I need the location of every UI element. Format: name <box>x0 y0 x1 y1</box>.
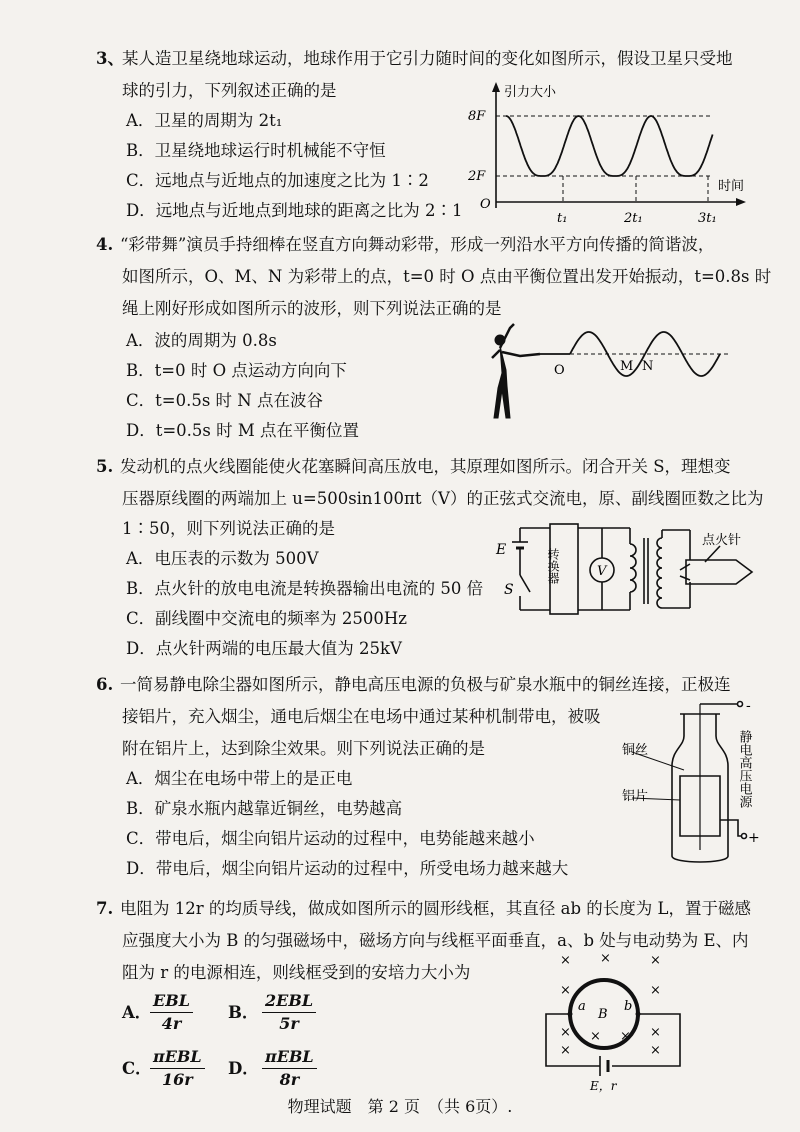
q5-switch-blade[interactable] <box>520 575 530 592</box>
q5-stem-line1: 发动机的点火线圈能使火花塞瞬间高压放电，其原理如图所示。闭合开关 S，理想变 <box>120 457 731 476</box>
q4-number: 4. <box>96 235 114 254</box>
q5-label-e: E <box>496 542 507 558</box>
q4-label-n: N <box>642 359 654 374</box>
q7-option-a-letter: A． <box>122 1003 152 1022</box>
q5-needle-top <box>680 564 690 570</box>
q7-magnetic-loop <box>540 951 690 1093</box>
q7-field-cross: × <box>620 1029 631 1044</box>
q7-field-cross: × <box>650 953 661 968</box>
q6-label-plus: + <box>748 830 760 846</box>
q4-option-d: D．t=0.5s 时 M 点在平衡位置 <box>126 421 360 440</box>
q7-option-a-denominator: 4r <box>161 1014 182 1033</box>
q7-field-cross: × <box>560 953 571 968</box>
q3-tick-t1: t₁ <box>557 211 568 226</box>
q3-origin: O <box>480 197 491 212</box>
q7-point-b-dot <box>636 1012 641 1017</box>
page-footer: 物理试题 第 2 页 （共 6页）. <box>287 1097 513 1116</box>
q7-number: 7. <box>96 899 114 918</box>
q5-option-d: D．点火针两端的电压最大值为 25kV <box>126 639 402 658</box>
q3-number: 3、 <box>96 49 124 68</box>
q4-label-m: M <box>620 359 634 374</box>
q3-force-time-graph <box>460 80 760 230</box>
q7-stem-line3: 阻为 r 的电源相连，则线框受到的安培力大小为 <box>122 963 471 982</box>
q3-force-curve <box>506 116 713 176</box>
q4-option-c: C．t=0.5s 时 N 点在波谷 <box>126 391 323 410</box>
q5-number: 5. <box>96 457 114 476</box>
q7-option-b-fraction <box>262 990 316 1035</box>
q5-label-s: S <box>504 582 514 598</box>
q3-tick-3t1: 3t₁ <box>698 211 717 226</box>
q7-field-cross: × <box>650 1025 661 1040</box>
q4-wave-figure <box>480 318 740 428</box>
q4-stem-line1: “彩带舞”演员手持细棒在竖直方向舞动彩带，形成一列沿水平方向传播的简谐波， <box>120 235 715 254</box>
q7-option-a-fraction <box>150 990 193 1035</box>
dancer-figure <box>492 324 540 418</box>
q6-wire-to-plus <box>720 820 742 836</box>
q6-option-a: A．烟尘在电场中带上的是正电 <box>126 769 353 788</box>
q5-option-c: C．副线圈中交流电的频率为 2500Hz <box>126 609 407 628</box>
q6-terminal-minus <box>738 702 743 707</box>
q5-ignition-circuit <box>490 520 770 620</box>
q6-label-source: 静电高压电源 <box>736 730 752 808</box>
q7-stem-line1: 电阻为 12r 的均质导线，做成如图所示的圆形线框，其直径 ab 的长度为 L，置于磁感 <box>120 899 751 918</box>
q7-stem-line2: 应强度大小为 B 的匀强磁场中，磁场方向与线框平面垂直，a、b 处与电动势为 E、内 <box>122 931 749 950</box>
q6-number: 6. <box>96 675 114 694</box>
q7-field-cross: × <box>590 1029 601 1044</box>
q7-option-c-numerator: πEBL <box>150 1046 205 1069</box>
q4-option-b: B．t=0 时 O 点运动方向向下 <box>126 361 347 380</box>
q7-field-cross: × <box>560 1043 571 1058</box>
q5-needle-bottom <box>680 576 690 580</box>
q7-option-c-denominator: 16r <box>161 1070 193 1089</box>
q3-ylabel: 引力大小 <box>504 85 557 100</box>
q5-converter-label: 转换器 <box>546 548 560 584</box>
q7-point-a-dot <box>568 1012 573 1017</box>
q7-option-d-fraction <box>262 1046 317 1091</box>
q5-option-a: A．电压表的示数为 500V <box>126 549 319 568</box>
q3-label-8F: 8F <box>468 109 486 124</box>
q6-terminal-plus <box>742 834 747 839</box>
q6-stem-line1: 一简易静电除尘器如图所示，静电高压电源的负极与矿泉水瓶中的铜丝连接，正极连 <box>120 675 731 694</box>
q3-tick-2t1: 2t₁ <box>624 211 643 226</box>
q5-needle-label: 点火针 <box>702 533 742 548</box>
q5-option-b: B．点火针的放电电流是转换器输出电流的 50 倍 <box>126 579 484 598</box>
q5-stem-line2: 压器原线圈的两端加上 u=500sin100πt（V）的正弦式交流电，原、副线圈匝数之比为 <box>122 489 764 508</box>
q7-field-cross: × <box>650 983 661 998</box>
q3-option-d: D．远地点与近地点到地球的距离之比为 2∶1 <box>126 201 463 220</box>
q3-x-arrow <box>736 198 746 206</box>
q3-option-c: C．远地点与近地点的加速度之比为 1∶2 <box>126 171 429 190</box>
q5-primary-coil <box>630 544 636 592</box>
q7-field-cross: × <box>600 951 611 966</box>
q7-field-crosses <box>560 951 661 1058</box>
q7-option-b-numerator: 2EBL <box>262 990 316 1013</box>
q7-field-cross: × <box>560 983 571 998</box>
q7-option-c-letter: C． <box>122 1059 152 1078</box>
q7-option-d-denominator: 8r <box>279 1070 300 1089</box>
q6-label-minus: - <box>746 698 751 714</box>
q3-option-b: B．卫星绕地球运行时机械能不守恒 <box>126 141 386 160</box>
q6-option-c: C．带电后，烟尘向铝片运动的过程中，电势能越来越小 <box>126 829 535 848</box>
q5-voltmeter-label: V <box>597 564 607 579</box>
q3-label-2F: 2F <box>468 169 486 184</box>
q3-stem-line2: 球的引力，下列叙述正确的是 <box>122 81 337 100</box>
q4-option-a: A．波的周期为 0.8s <box>126 331 277 350</box>
q4-label-o: O <box>554 363 565 378</box>
q7-option-c-fraction <box>150 1046 205 1091</box>
q6-label-foil: 铝片 <box>622 789 649 804</box>
q7-label-B: B <box>598 1007 608 1022</box>
q7-option-b-denominator: 5r <box>279 1014 299 1033</box>
q7-option-d-letter: D． <box>228 1059 259 1078</box>
q6-option-d: D．带电后，烟尘向铝片运动的过程中，所受电场力越来越大 <box>126 859 569 878</box>
q4-stem-line3: 绳上刚好形成如图所示的波形，则下列说法正确的是 <box>122 299 502 318</box>
q4-stem-line2: 如图所示，O、M、N 为彩带上的点，t=0 时 O 点由平衡位置出发开始振动，t=0.8s 时 <box>122 267 772 286</box>
q3-y-arrow <box>492 82 500 92</box>
q7-field-cross: × <box>560 1025 571 1040</box>
q7-option-b-letter: B． <box>228 1003 259 1022</box>
q5-stem-line3: 1∶50，则下列说法正确的是 <box>122 519 335 538</box>
q3-xlabel: 时间 <box>718 179 745 194</box>
q3-option-a: A．卫星的周期为 2t₁ <box>126 111 283 130</box>
q7-option-a-numerator: EBL <box>150 990 193 1013</box>
q6-label-wire: 铜丝 <box>622 743 649 758</box>
q7-option-d-numerator: πEBL <box>262 1046 317 1069</box>
q7-label-a: a <box>578 999 586 1014</box>
q7-field-cross: × <box>650 1043 661 1058</box>
q6-stem-line3: 附在铝片上，达到除尘效果。则下列说法正确的是 <box>122 739 485 758</box>
q5-secondary-coil <box>657 538 662 608</box>
q5-spark-plug <box>686 560 752 584</box>
q6-option-b: B．矿泉水瓶内越靠近铜丝，电势越高 <box>126 799 403 818</box>
q3-stem-line1: 某人造卫星绕地球运动，地球作用于它引力随时间的变化如图所示，假设卫星只受地 <box>122 49 733 68</box>
q6-dust-collector <box>622 698 768 880</box>
q7-label-b: b <box>624 999 633 1014</box>
q7-label-source: E，r <box>590 1079 617 1093</box>
q6-stem-line2: 接铝片，充入烟尘，通电后烟尘在电场中通过某种机制带电，被吸 <box>122 707 601 726</box>
